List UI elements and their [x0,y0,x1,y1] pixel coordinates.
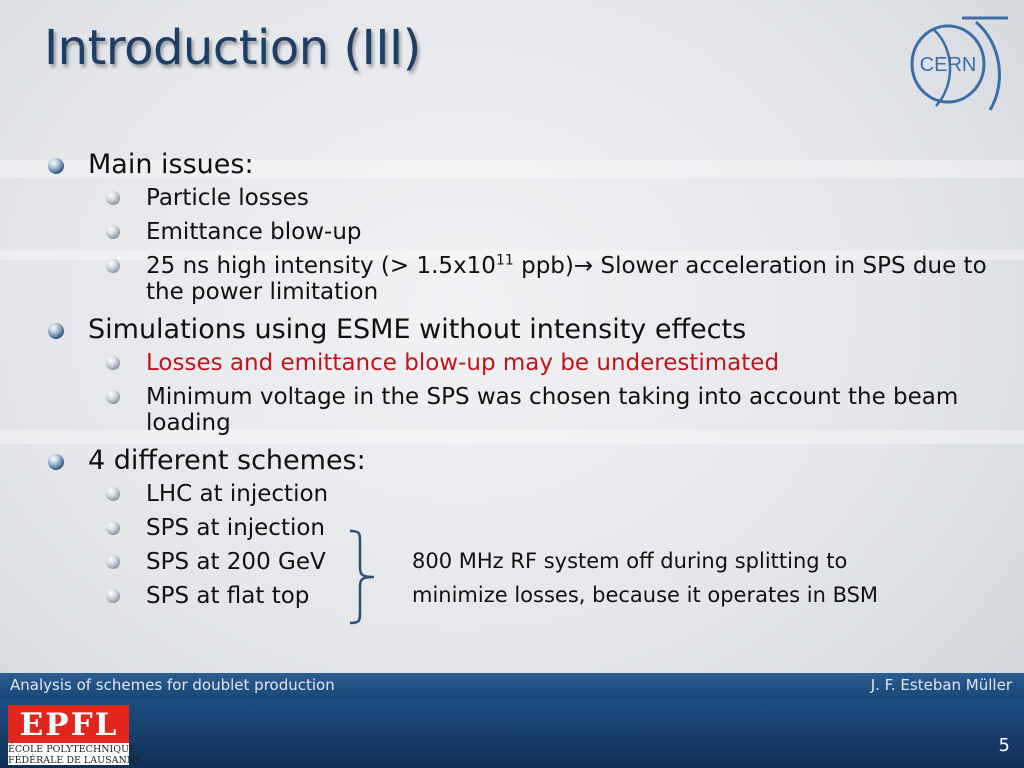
sub-bullet-highlight [40,350,1000,376]
annotation-line: 800 MHz RF system off during splitting to [412,549,848,573]
sub-bullet-text-after: Slower acceleration in SPS due to the power limitation [146,253,987,305]
cern-logo [906,14,1010,112]
bullet-main-issues [40,148,1000,181]
epfl-logo-word: EPFL [19,707,119,743]
sub-bullet [40,384,1000,436]
sub-bullet [40,481,1000,507]
slide-title: Introduction (III) [44,20,421,76]
footer-band [0,699,1024,768]
right-brace-icon [348,529,378,625]
sub-bullet-text: Particle losses [146,185,309,211]
sub-bullet-orb-icon [106,191,120,205]
bullet-orb-icon [48,454,64,470]
superscript-exponent: 11 [495,252,514,269]
sub-bullet-text-post: ppb) [513,253,574,279]
bullet-text: Simulations using ESME without intensity effects [88,314,747,345]
sub-bullet-orb-icon [106,390,120,404]
sub-bullet-orb-icon [106,356,120,370]
sub-bullet-orb-icon [106,259,120,273]
sub-bullet-text: LHC at injection [146,481,329,507]
sub-bullet [40,219,1000,245]
sub-bullet-orb-icon [106,487,120,501]
epfl-logo-line2: FÉDÉRALE DE LAUSANNE [8,755,143,766]
annotation-line: minimize losses, because it operates in BSM [412,583,879,607]
sub-bullet-text: SPS at injection [146,515,326,541]
sub-bullet-text-pre: 25 ns high intensity (> 1.5x10 [146,253,496,279]
sub-bullet-orb-icon [106,589,120,603]
sub-bullet [40,515,1000,541]
sub-bullet-orb-icon [106,521,120,535]
bullet-schemes [40,444,1000,477]
sub-bullet-text: SPS at flat top [146,583,310,609]
sub-bullet-text: SPS at 200 GeV [146,549,326,575]
sub-bullet-orb-icon [106,225,120,239]
annotation-note [412,544,878,612]
bullet-simulations [40,313,1000,346]
bullet-text: 4 different schemes: [88,445,366,476]
sub-bullet-text: Emittance blow-up [146,219,362,245]
bullet-orb-icon [48,323,64,339]
arrow-right-icon: → [573,253,594,279]
cern-logo-text: CERN [919,54,977,76]
bullet-orb-icon [48,158,64,174]
epfl-logo-line1: ÉCOLE POLYTECHNIQUE [8,744,137,755]
page-number: 5 [998,735,1010,756]
sub-bullet [40,185,1000,211]
sub-bullet-text: Minimum voltage in the SPS was chosen taking into account the beam loading [146,384,959,436]
epfl-logo [8,705,143,766]
sub-bullet [40,253,1000,305]
sub-bullet-orb-icon [106,555,120,569]
footer-author: J. F. Esteban Müller [870,676,1012,694]
footer-presentation-title: Analysis of schemes for doublet production [10,676,335,694]
sub-bullet-text: Losses and emittance blow-up may be underestimated [146,350,780,376]
bullet-text: Main issues: [88,149,254,180]
